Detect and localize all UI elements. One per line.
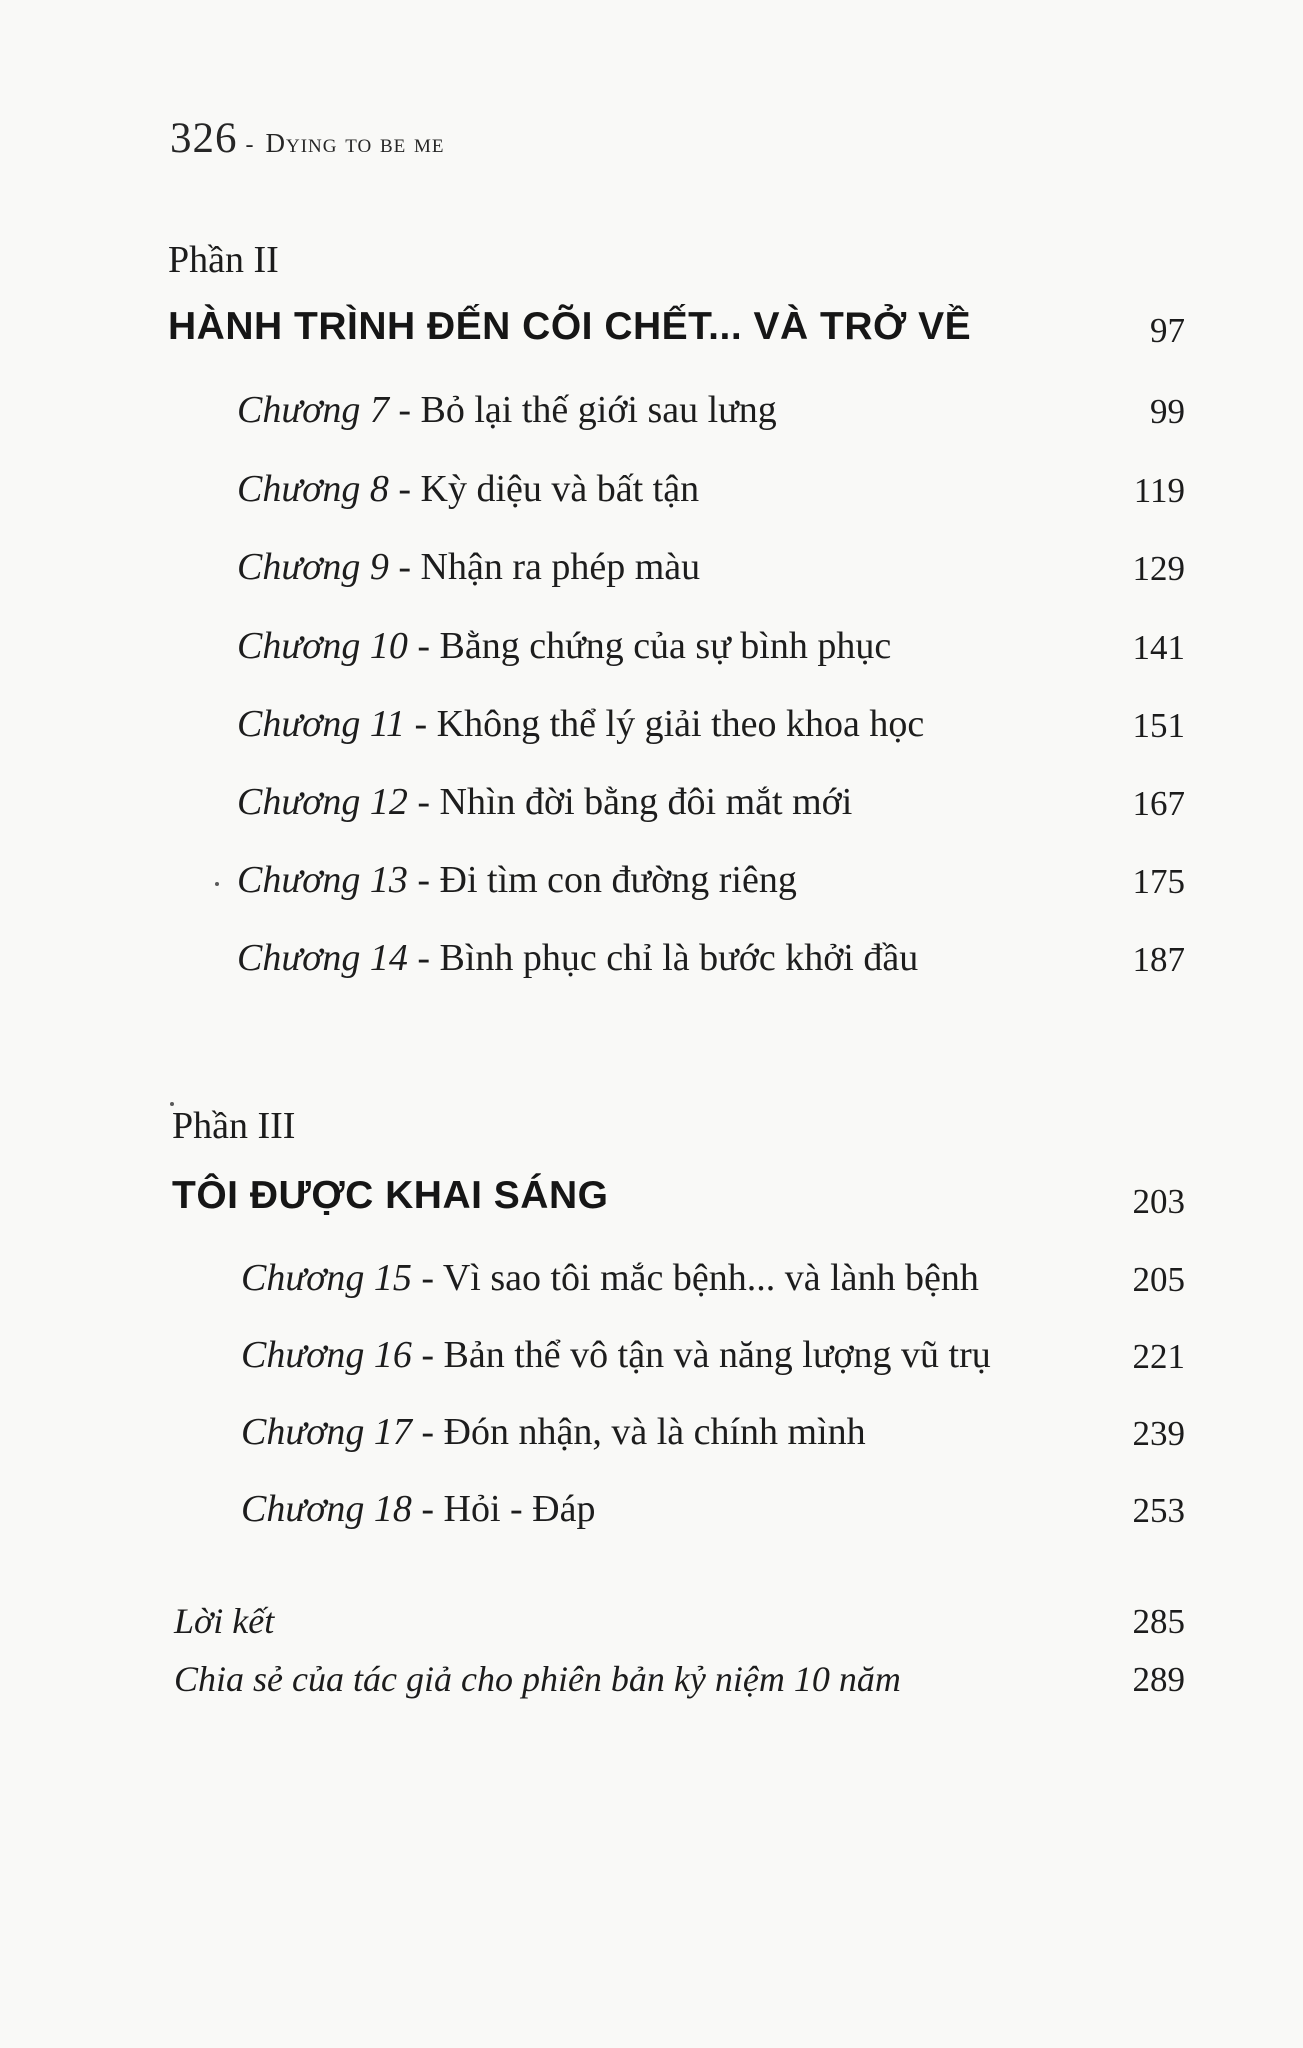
chapter-prefix: Chương 9 (237, 546, 389, 588)
chapter-prefix: Chương 13 (237, 859, 408, 901)
chapter-8-page-number: 119 (1133, 471, 1185, 510)
epilogue-page-number: 285 (1132, 1602, 1185, 1641)
chapter-9-page-number: 129 (1132, 549, 1185, 588)
toc-chapter-12 (237, 780, 852, 824)
toc-chapter-9 (237, 545, 700, 589)
chapter-prefix: Chương 7 (237, 389, 389, 431)
part-3-label: Phần III (172, 1105, 296, 1147)
chapter-title: - Nhận ra phép màu (388, 546, 701, 588)
chapter-title: - Vì sao tôi mắc bệnh... và lành bệnh (411, 1257, 979, 1299)
part-3-page-number: 203 (1132, 1182, 1185, 1221)
chapter-prefix: Chương 16 (241, 1334, 412, 1376)
chapter-10-page-number: 141 (1132, 628, 1185, 667)
chapter-11-page-number: 151 (1132, 706, 1185, 745)
chapter-prefix: Chương 12 (237, 781, 408, 823)
chapter-title: - Đón nhận, và là chính mình (411, 1411, 866, 1453)
part-3-title: TÔI ĐƯỢC KHAI SÁNG (172, 1174, 609, 1217)
author-note-page-number: 289 (1132, 1660, 1185, 1699)
chapter-7-page-number: 99 (1150, 392, 1185, 431)
header-book-title: Dying to be me (265, 128, 445, 158)
toc-chapter-17 (241, 1410, 866, 1454)
chapter-prefix: Chương 8 (237, 468, 389, 510)
chapter-title: - Hỏi - Đáp (411, 1488, 596, 1530)
chapter-title: - Bằng chứng của sự bình phục (407, 625, 892, 667)
part-2-page-number: 97 (1150, 311, 1185, 350)
toc-chapter-16 (241, 1333, 991, 1377)
chapter-title: - Bỏ lại thế giới sau lưng (388, 389, 777, 431)
chapter-prefix: Chương 10 (237, 625, 408, 667)
chapter-prefix: Chương 18 (241, 1488, 412, 1530)
toc-author-note: Chia sẻ của tác giả cho phiên bản kỷ niệm 10 năm (174, 1659, 901, 1699)
chapter-12-page-number: 167 (1132, 784, 1185, 823)
chapter-14-page-number: 187 (1132, 940, 1185, 979)
toc-epilogue: Lời kết (174, 1601, 275, 1641)
chapter-16-page-number: 221 (1132, 1337, 1185, 1376)
toc-chapter-10 (237, 624, 891, 668)
chapter-title: - Đi tìm con đường riêng (407, 859, 797, 901)
chapter-title: - Bình phục chỉ là bước khởi đầu (407, 937, 919, 979)
chapter-13-page-number: 175 (1132, 862, 1185, 901)
toc-chapter-11 (237, 702, 924, 746)
running-header (170, 114, 445, 174)
toc-chapter-8 (237, 467, 699, 511)
chapter-prefix: Chương 14 (237, 937, 408, 979)
chapter-15-page-number: 205 (1132, 1260, 1185, 1299)
chapter-title: - Bản thể vô tận và năng lượng vũ trụ (411, 1334, 991, 1376)
chapter-17-page-number: 239 (1132, 1414, 1185, 1453)
chapter-title: - Kỳ diệu và bất tận (388, 468, 700, 510)
chapter-18-page-number: 253 (1132, 1491, 1185, 1530)
chapter-prefix: Chương 11 (237, 703, 406, 745)
chapter-title: - Không thể lý giải theo khoa học (405, 703, 925, 745)
toc-chapter-15 (241, 1256, 979, 1300)
toc-chapter-18 (241, 1487, 595, 1531)
header-page-number: 326 (170, 115, 238, 162)
chapter-prefix: Chương 15 (241, 1257, 412, 1299)
ink-dot (215, 882, 219, 886)
toc-chapter-7 (237, 388, 777, 432)
chapter-title: - Nhìn đời bằng đôi mắt mới (407, 781, 853, 823)
toc-chapter-14 (237, 936, 918, 980)
part-2-label: Phần II (168, 239, 279, 281)
part-2-title: HÀNH TRÌNH ĐẾN CÕI CHẾT... VÀ TRỞ VỀ (168, 305, 972, 348)
toc-chapter-13 (237, 858, 797, 902)
chapter-prefix: Chương 17 (241, 1411, 412, 1453)
header-separator: - (245, 132, 254, 158)
